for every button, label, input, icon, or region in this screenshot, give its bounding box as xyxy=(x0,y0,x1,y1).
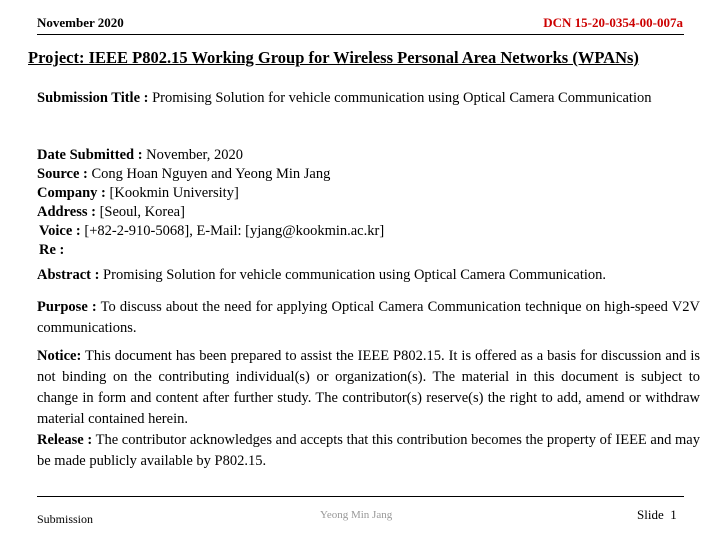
slide-number xyxy=(637,507,677,523)
voice-field xyxy=(39,222,384,241)
address-field xyxy=(37,203,185,222)
release-field xyxy=(37,430,700,472)
footer-submission: Submission xyxy=(37,512,94,526)
slide-label: Slide xyxy=(637,507,664,522)
purpose-value: To discuss about the need for applying Optical Camera Communication technique on high-speed V2V communications. xyxy=(37,299,700,336)
project-title: Project: IEEE P802.15 Working Group for Wireless Personal Area Networks (WPANs) xyxy=(28,48,639,67)
header-date: November 2020 xyxy=(37,15,124,30)
purpose-field xyxy=(37,297,700,339)
notice-label: Notice: xyxy=(37,348,82,364)
footer-divider xyxy=(37,496,684,497)
slide-number-value: 1 xyxy=(670,507,677,522)
release-value: The contributor acknowledges and accepts that this contribution becomes the property of IEEE and may be made publicly available by P802.15. xyxy=(37,432,700,469)
re-field xyxy=(39,241,64,260)
date-submitted-field xyxy=(37,146,243,165)
footer-author: Yeong Min Jang xyxy=(320,509,393,521)
address-label: Address : xyxy=(37,204,96,220)
submission-title-value: Promising Solution for vehicle communication using Optical Camera Communication xyxy=(152,90,652,106)
company-label: Company : xyxy=(37,185,106,201)
abstract-label: Abstract : xyxy=(37,267,100,283)
submission-title-label: Submission Title : xyxy=(37,90,149,106)
release-label: Release : xyxy=(37,432,93,448)
notice-value: This document has been prepared to assist the IEEE P802.15. It is offered as a basis for discussion and is not binding on the contributing individual(s) or organization(s). The material in this document is subject to change in form and content after further study. The contributor(s) reserve(s) the right to add, amend or withdraw material contained herein. xyxy=(37,348,700,427)
purpose-label: Purpose : xyxy=(37,299,97,315)
notice-field xyxy=(37,346,700,430)
submission-title-field xyxy=(37,88,700,109)
company-field xyxy=(37,184,239,203)
abstract-value: Promising Solution for vehicle communication using Optical Camera Communication. xyxy=(103,267,607,283)
header-divider xyxy=(37,34,684,35)
voice-value: [+82-2-910-5068], E-Mail: [yjang@kookmin.ac.kr] xyxy=(84,223,385,239)
source-field xyxy=(37,165,330,184)
date-submitted-value: November, 2020 xyxy=(146,147,244,163)
source-value: Cong Hoan Nguyen and Yeong Min Jang xyxy=(91,166,331,182)
header-dcn: DCN 15-20-0354-00-007a xyxy=(543,15,683,30)
company-value: [Kookmin University] xyxy=(109,185,239,201)
abstract-field xyxy=(37,265,700,286)
re-label: Re : xyxy=(39,242,65,258)
address-value: [Seoul, Korea] xyxy=(99,204,185,220)
source-label: Source : xyxy=(37,166,88,182)
voice-label: Voice : xyxy=(39,223,81,239)
date-submitted-label: Date Submitted : xyxy=(37,147,143,163)
